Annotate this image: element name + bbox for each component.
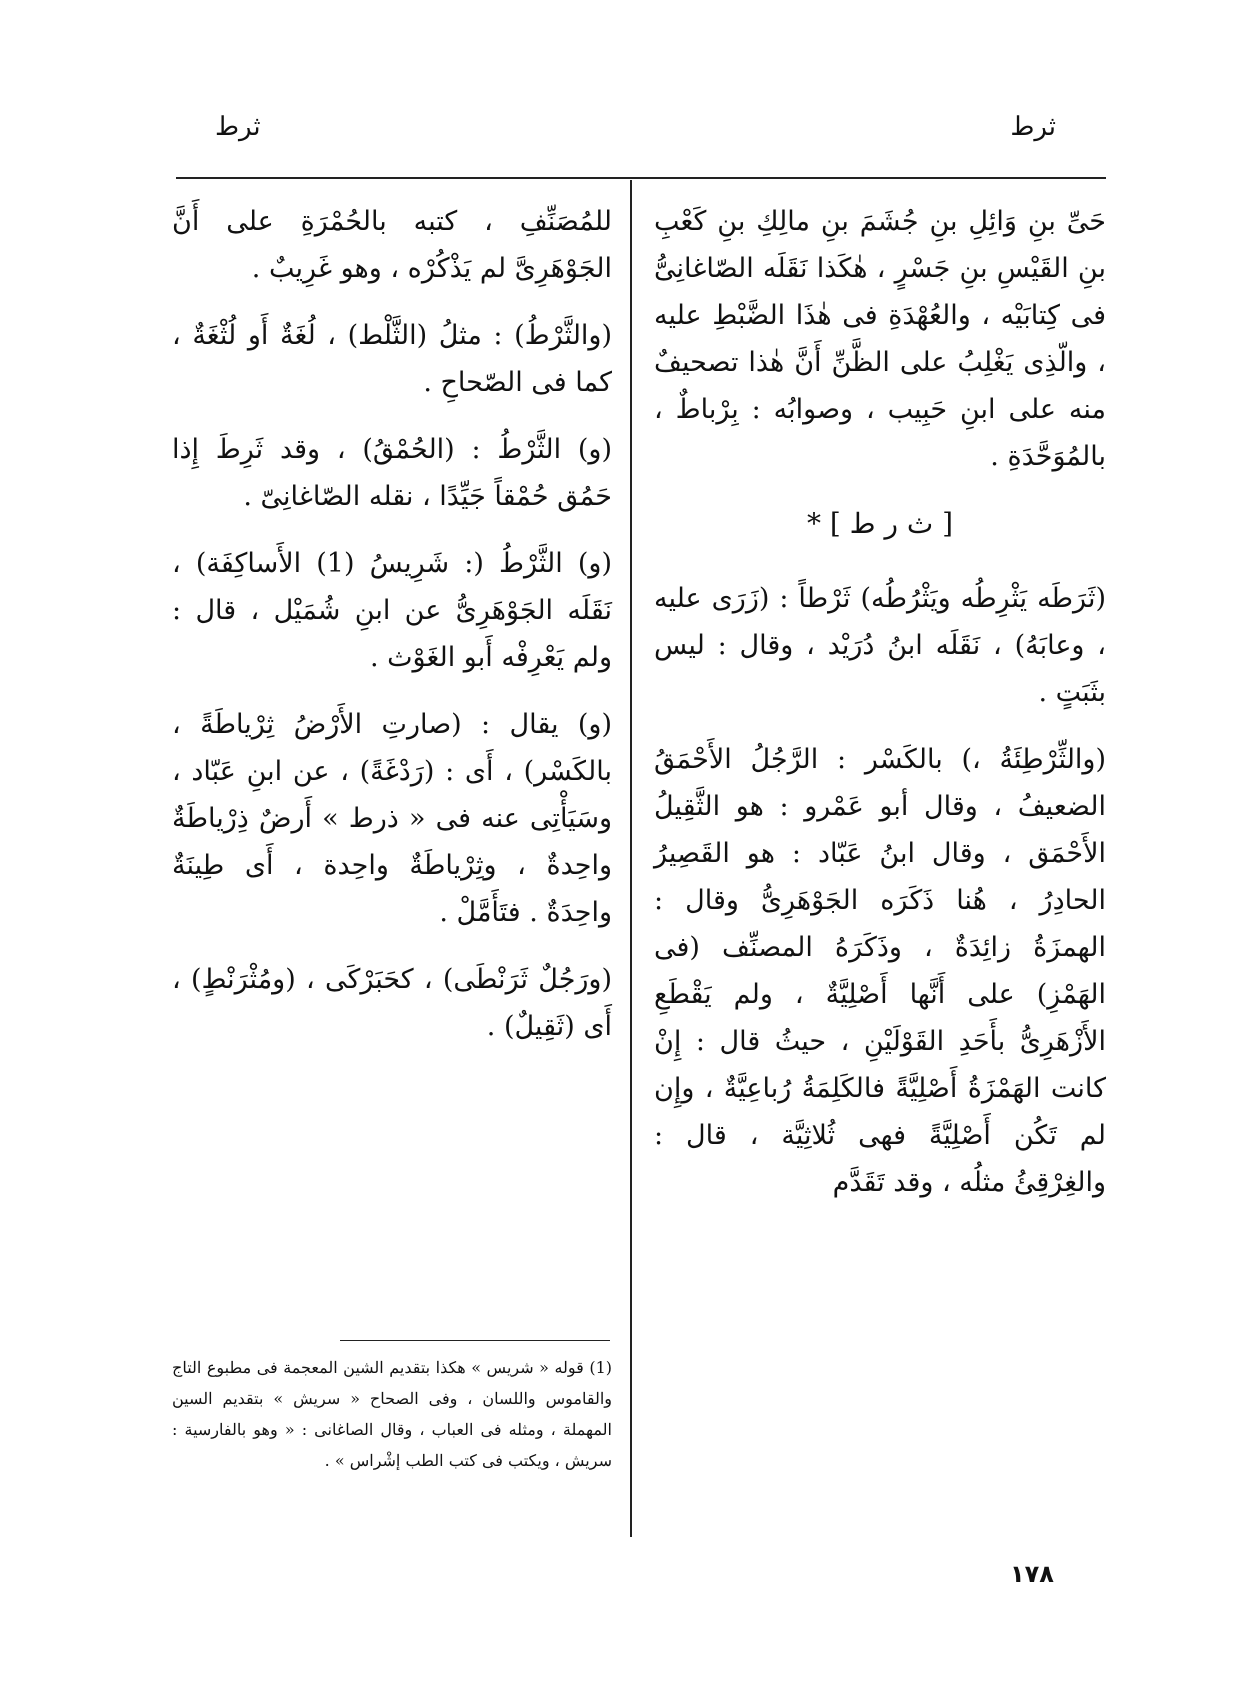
entry-heading-thrt: [ ث ر ط ] *: [806, 507, 954, 540]
entry-paragraph: (ثَرَطَه يَثْرِطُه ويَثْرُطُه) ثَرْطاً : (زَرَى عليه ، وعابَهُ) ، نَقَلَه ابنُ دُرَيْد ، وقال : ليس بثَبَتٍ .: [654, 583, 1106, 708]
entry-continuation: حَىِّ بنِ وَائِلِ بنِ جُشَمَ بنِ مالِكِ بنِ كَعْبِ بنِ القَيْسِ بنِ جَسْرٍ ، هٰكَذا نَقَلَه الصّاغانِىُّ فى كِتابَيْه ، والعُهْدَةِ فى هٰذَا الضَّبْطِ عليه ، والّذِى يَغْلِبُ على الظَّنِّ أَنَّ هٰذا تصحيفٌ منه على ابنِ حَبِيب ، وصوابُه : بِرْباطٌ ، بالمُوَحَّدَةِ .: [654, 206, 1106, 472]
footnote-rule: [340, 1340, 610, 1341]
header-rule: [176, 177, 1106, 179]
footnote: (1) قوله « شريس » هكذا بتقديم الشين المعجمة فى مطبوع التاج والقاموس واللسان ، وفى الصحاح « سريش » بتقديم السين المهملة ، ومثله فى العباب ، وقال الصاغانى : « وهو بالفارسية : سريش ، ويكتب فى كتب الطب إشْراس » .: [172, 1358, 612, 1470]
page-number: ١٧٨: [1010, 1560, 1054, 1588]
left-column: [172, 198, 612, 1070]
entry-paragraph: (والثَّرْطُ) : مثلُ (الثَّلْط) ، لُغَةٌ أَو لُثْغَةٌ ، كما فى الصّحاحِ .: [172, 320, 612, 398]
running-head-right: ثرط: [1010, 112, 1056, 142]
right-column: [654, 198, 1106, 1226]
entry-paragraph: (والثِّرْطِئَةُ ،) بالكَسْر : الرَّجُلُ الأَحْمَقُ الضعيفُ ، وقال أبو عَمْرو : هو الثَّقِيلُ الأَحْمَق ، وقال ابنُ عَبّاد : هو القَصِيرُ الحادِرُ ، هُنا ذَكَرَه الجَوْهَرِىُّ وقال : الهمزَةُ زائِدَةٌ ، وذَكَرَهُ المصنِّف (فى الهَمْزِ) على أَنَّها أَصْلِيَّةٌ ، ولم يَقْطَعِ الأَزْهَرِىُّ بأَحَدِ القَوْلَيْنِ ، حيثُ قال : إِنْ كانت الهَمْزَةُ أَصْلِيَّةً فالكَلِمَةُ رُباعِيَّةٌ ، وإِن لم تَكُن أَصْلِيَّةً فهى ثُلاثِيَّة ، قال : والغِرْقِئُ مثلُه ، وقد تَقَدَّم: [654, 744, 1106, 1198]
entry-paragraph: (و) الثَّرْطُ : (الحُمْقُ) ، وقد ثَرِطَ إِذا حَمُق حُمْقاً جَيِّدًا ، نقله الصّاغانِىّ .: [172, 434, 612, 512]
entry-paragraph: (ورَجُلٌ ثَرَنْطَى) ، كحَبَرْكَى ، (ومُثْرَنْطٍ) ، أَى (ثَقِيلٌ) .: [172, 964, 612, 1042]
running-head-left: ثرط: [215, 112, 261, 142]
entry-paragraph: (و) الثَّرْطُ (: شَرِيسُ (1) الأَساكِفَة) ، نَقَلَه الجَوْهَرِىُّ عن ابنِ شُمَيْل ، قال : ولم يَعْرِفْه أَبو الغَوْث .: [172, 548, 612, 673]
entry-paragraph: (و) يقال : (صارتِ الأَرْضُ ثِرْياطَةً ، بالكَسْر) ، أَى : (رَدْغَةً) ، عن ابنِ عَبّاد ، وسَيَأْتِى عنه فى « ذرط » أَرضٌ ذِرْياطَةٌ واحِدةٌ ، وثِرْياطَةٌ واحِدة ، أَى طِينَةٌ واحِدَةٌ . فتَأَمَّلْ .: [172, 709, 612, 928]
column-divider: [630, 180, 632, 1537]
entry-paragraph: للمُصَنِّفِ ، كتبه بالحُمْرَةِ على أَنَّ الجَوْهَرِىَّ لم يَذْكُرْه ، وهو غَرِيبٌ .: [172, 206, 612, 284]
